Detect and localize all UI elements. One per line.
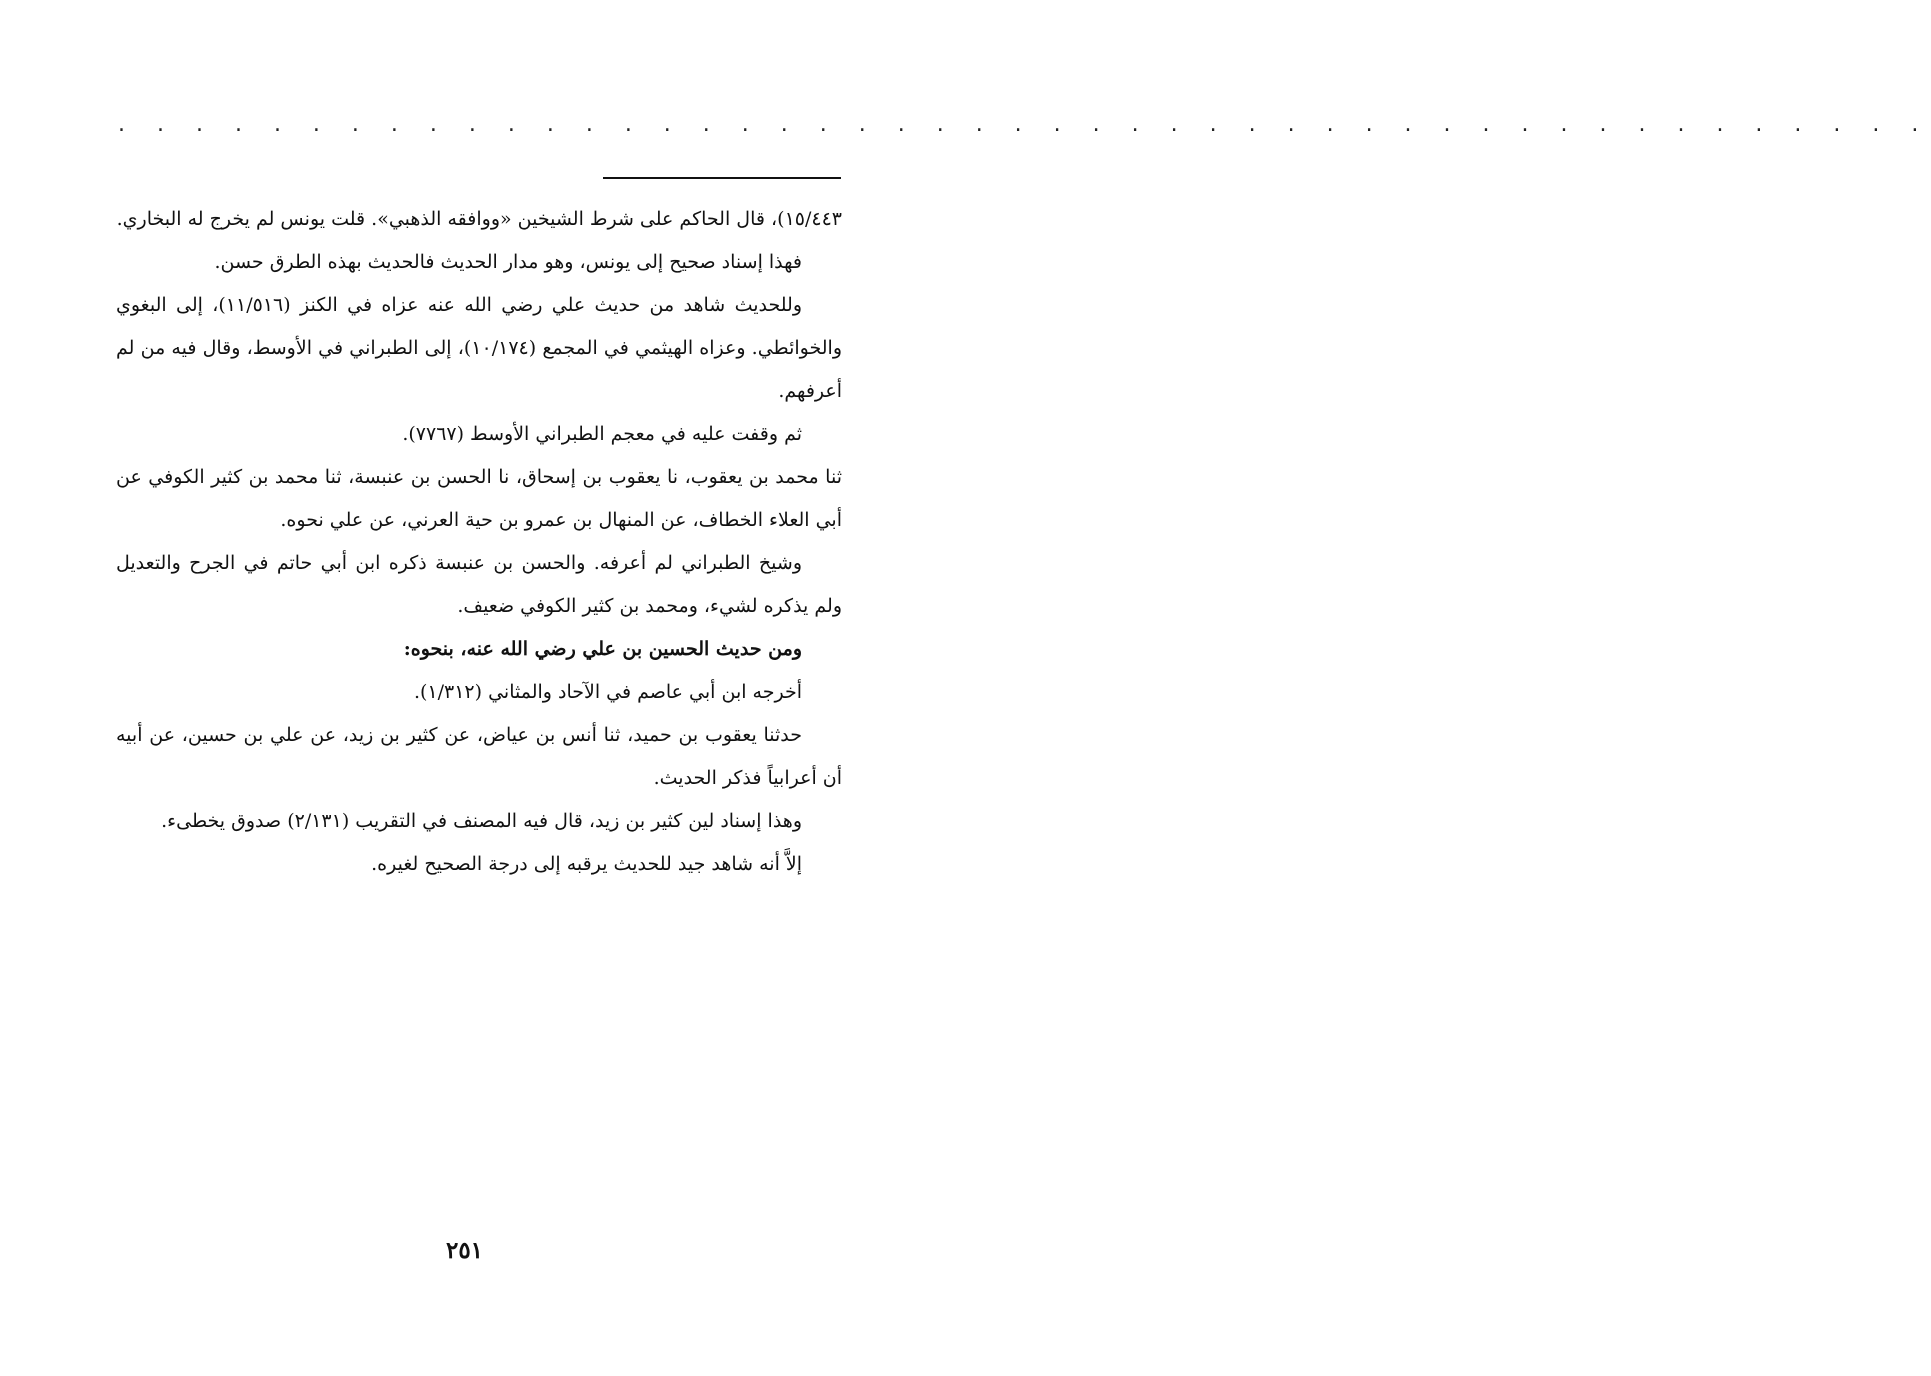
- paragraph-6: وشيخ الطبراني لم أعرفه. والحسن بن عنبسة ذكره ابن أبي حاتم في الجرح والتعديل ولم يذكره لشيء، ومحمد بن كثير الكوفي ضعيف.: [116, 552, 842, 617]
- paragraph-8: أخرجه ابن أبي عاصم في الآحاد والمثاني (١/٣١٢).: [413, 681, 802, 703]
- body-text: [116, 198, 842, 886]
- paragraph-2: فهذا إسناد صحيح إلى يونس، وهو مدار الحديث فالحديث بهذه الطرق حسن.: [214, 251, 802, 273]
- paragraph-5: ثنا محمد بن يعقوب، نا يعقوب بن إسحاق، نا الحسن بن عنبسة، ثنا محمد بن كثير الكوفي عن أبي العلاء الخطاف، عن المنهال بن عمرو بن حية العرني، عن علي نحوه.: [116, 466, 842, 531]
- separator-dots: . . . . . . . . . . . . . . . . . . . . . . . . . . . . . . . . . . . . . . . . . . . . . . .: [118, 112, 1931, 137]
- paragraph-4: ثم وقفت عليه في معجم الطبراني الأوسط (٧٧٦٧).: [402, 423, 802, 445]
- paragraph-3: وللحديث شاهد من حديث علي رضي الله عنه عزاه في الكنز (١١/٥١٦)، إلى البغوي والخوائطي. وعزاه الهيثمي في المجمع (١٠/١٧٤)، إلى الطبراني في الأوسط، وقال فيه من لم أعرفهم.: [116, 294, 843, 402]
- paragraph-7: ومن حديث الحسين بن علي رضي الله عنه، بنحوه:: [403, 638, 802, 660]
- paragraph-9: حدثنا يعقوب بن حميد، ثنا أنس بن عياض، عن كثير بن زيد، عن علي بن حسين، عن أبيه أن أعرابياً فذكر الحديث.: [116, 724, 842, 789]
- footnote-rule: [603, 177, 841, 179]
- paragraph-11: إلاَّ أنه شاهد جيد للحديث يرقبه إلى درجة الصحيح لغيره.: [371, 853, 802, 875]
- page-number: ٢٥١: [445, 1237, 484, 1264]
- paragraph-1: ١٥/٤٤٣)، قال الحاكم على شرط الشيخين «ووافقه الذهبي». قلت يونس لم يخرج له البخاري.: [116, 208, 842, 230]
- paragraph-10: وهذا إسناد لين كثير بن زيد، قال فيه المصنف في التقريب (٢/١٣١) صدوق يخطىء.: [161, 810, 802, 832]
